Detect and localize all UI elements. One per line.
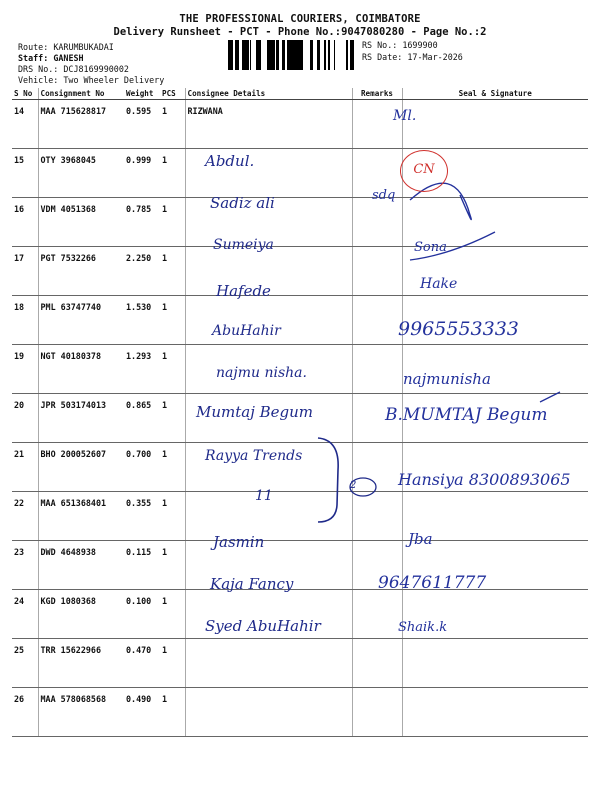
cell-pcs: 1 bbox=[160, 394, 185, 443]
cell-weight: 0.785 bbox=[124, 198, 160, 247]
receiver-signature: najmunisha bbox=[403, 370, 491, 388]
cell-sno: 21 bbox=[12, 443, 38, 492]
cell-consignee: RIZWANA bbox=[185, 100, 352, 149]
cell-pcs: 1 bbox=[160, 492, 185, 541]
cell-weight: 1.293 bbox=[124, 345, 160, 394]
col-signature: Seal & Signature bbox=[402, 88, 588, 100]
cell-weight: 2.250 bbox=[124, 247, 160, 296]
receiver-signature: sdq bbox=[372, 188, 396, 203]
cell-consignment: TRR 15622966 bbox=[38, 639, 124, 688]
receiver-signature: Hake bbox=[420, 276, 458, 292]
route-label: Route: bbox=[18, 42, 49, 52]
col-consignee: Consignee Details bbox=[185, 88, 352, 100]
cell-weight: 0.115 bbox=[124, 541, 160, 590]
cell-pcs: 1 bbox=[160, 639, 185, 688]
handwritten-consignee: Syed AbuHahir bbox=[205, 617, 321, 635]
cn-stamp: CN bbox=[400, 150, 448, 192]
drs-label: DRS No.: bbox=[18, 64, 59, 74]
handwritten-consignee: Sumeiya bbox=[213, 237, 274, 253]
cell-weight: 0.865 bbox=[124, 394, 160, 443]
sig-flourish-17 bbox=[410, 232, 495, 260]
bracket-mark bbox=[318, 438, 338, 522]
receiver-signature: B.MUMTAJ Begum bbox=[385, 405, 548, 425]
receiver-signature: Ml. bbox=[393, 108, 417, 124]
staff-label: Staff: bbox=[18, 53, 49, 63]
col-sno: S No bbox=[12, 88, 38, 100]
cell-pcs: 1 bbox=[160, 296, 185, 345]
handwritten-consignee: Rayya Trends bbox=[205, 448, 303, 464]
cell-pcs: 1 bbox=[160, 149, 185, 198]
receiver-signature: 9965553333 bbox=[398, 318, 519, 340]
cell-sno: 19 bbox=[12, 345, 38, 394]
rs-date-value: 17-Mar-2026 bbox=[407, 51, 463, 62]
handwritten-consignee: Kaja Fancy bbox=[210, 575, 294, 593]
cell-pcs: 1 bbox=[160, 688, 185, 737]
rs-no-value: 1699900 bbox=[402, 40, 438, 50]
vehicle-value: Two Wheeler Delivery bbox=[63, 75, 165, 85]
cell-sno: 16 bbox=[12, 198, 38, 247]
company-title: THE PROFESSIONAL COURIERS, COIMBATORE bbox=[179, 13, 421, 25]
drs-value: DCJ8169990002 bbox=[63, 64, 129, 74]
cell-consignment: NGT 40180378 bbox=[38, 345, 124, 394]
handwritten-consignee: Sadiz ali bbox=[210, 194, 275, 212]
receiver-signature: Sona bbox=[414, 240, 447, 255]
handwritten-consignee: Hafede bbox=[216, 282, 271, 300]
cell-sno: 22 bbox=[12, 492, 38, 541]
cell-sno: 20 bbox=[12, 394, 38, 443]
cell-consignment: PGT 7532266 bbox=[38, 247, 124, 296]
receiver-signature: Hansiya 8300893065 bbox=[398, 470, 571, 489]
cell-sno: 24 bbox=[12, 590, 38, 639]
cell-weight: 0.595 bbox=[124, 100, 160, 149]
cell-consignment: VDM 4051368 bbox=[38, 198, 124, 247]
cell-weight: 0.700 bbox=[124, 443, 160, 492]
cell-consignment: KGD 1080368 bbox=[38, 590, 124, 639]
cell-consignment: MAA 715628817 bbox=[38, 100, 124, 149]
cell-consignment: BHO 200052607 bbox=[38, 443, 124, 492]
receiver-signature: 9647611777 bbox=[378, 573, 487, 593]
cell-sno: 17 bbox=[12, 247, 38, 296]
col-remarks: Remarks bbox=[352, 88, 402, 100]
cell-pcs: 1 bbox=[160, 590, 185, 639]
cell-consignment: MAA 578068568 bbox=[38, 688, 124, 737]
rs-no-label: RS No.: bbox=[362, 40, 398, 50]
cell-sno: 26 bbox=[12, 688, 38, 737]
cell-weight: 0.999 bbox=[124, 149, 160, 198]
cell-sno: 25 bbox=[12, 639, 38, 688]
cell-weight: 0.355 bbox=[124, 492, 160, 541]
receiver-signature: Jba bbox=[408, 530, 433, 548]
col-pcs: PCS bbox=[160, 88, 185, 100]
runsheet-subtitle: Delivery Runsheet - PCT - Phone No.:9047080280 - Page No.:2 bbox=[113, 26, 487, 38]
cell-sno: 14 bbox=[12, 100, 38, 149]
cell-consignment: JPR 503174013 bbox=[38, 394, 124, 443]
cell-consignment: OTY 3968045 bbox=[38, 149, 124, 198]
cell-weight: 1.530 bbox=[124, 296, 160, 345]
receiver-signature: Shaik.k bbox=[398, 620, 448, 635]
handwritten-consignee: Mumtaj Begum bbox=[196, 403, 314, 421]
cell-consignment: MAA 651368401 bbox=[38, 492, 124, 541]
cell-sno: 23 bbox=[12, 541, 38, 590]
sig-flourish-21 bbox=[540, 392, 560, 402]
cell-weight: 0.100 bbox=[124, 590, 160, 639]
col-consignment: Consignment No bbox=[38, 88, 124, 100]
cell-pcs: 1 bbox=[160, 198, 185, 247]
cell-consignment: PML 63747740 bbox=[38, 296, 124, 345]
handwritten-consignee: 11 bbox=[255, 488, 273, 504]
cell-weight: 0.490 bbox=[124, 688, 160, 737]
cell-sno: 15 bbox=[12, 149, 38, 198]
cell-consignment: DWD 4648938 bbox=[38, 541, 124, 590]
col-weight: Weight bbox=[124, 88, 160, 100]
handwritten-consignee: najmu nisha. bbox=[216, 365, 307, 381]
cell-pcs: 1 bbox=[160, 345, 185, 394]
cell-pcs: 1 bbox=[160, 247, 185, 296]
staff-value: GANESH bbox=[53, 53, 84, 63]
cell-pcs: 1 bbox=[160, 100, 185, 149]
route-value: KARUMBUKADAI bbox=[53, 42, 114, 52]
bracket-note: 2 bbox=[350, 480, 357, 491]
handwritten-consignee: AbuHahir bbox=[212, 323, 281, 339]
cell-weight: 0.470 bbox=[124, 639, 160, 688]
cell-pcs: 1 bbox=[160, 443, 185, 492]
handwritten-consignee: Abdul. bbox=[205, 152, 255, 170]
cell-pcs: 1 bbox=[160, 541, 185, 590]
cell-sno: 18 bbox=[12, 296, 38, 345]
vehicle-label: Vehicle: bbox=[18, 75, 59, 85]
rs-date-label: RS Date: bbox=[362, 51, 403, 62]
handwritten-consignee: Jasmin bbox=[213, 533, 265, 551]
